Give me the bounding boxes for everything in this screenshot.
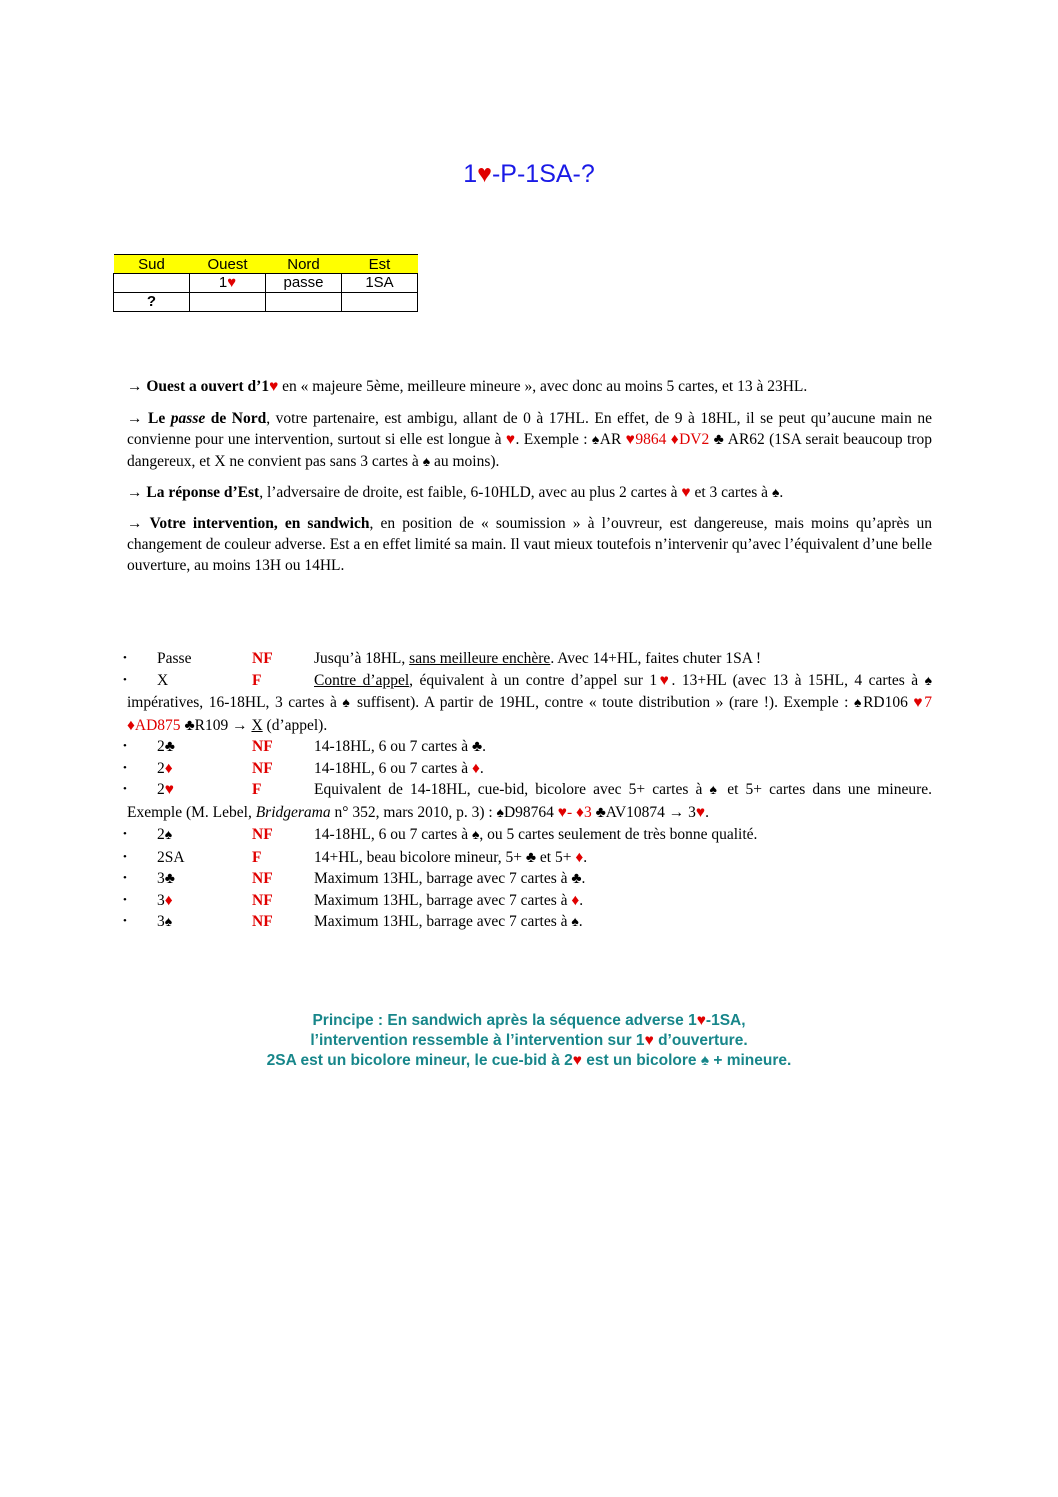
arrow-icon: → <box>668 803 685 821</box>
club-icon: ♣ <box>471 738 483 755</box>
diamond-icon: ♦ <box>575 848 584 866</box>
arrow-icon: → <box>127 378 143 395</box>
principle-box <box>0 1011 1058 1071</box>
principle-line: l’intervention ressemble à l’intervention sur 1♥ d’ouverture. <box>310 1032 748 1049</box>
list-item: • Passe NF Jusqu’à 18HL, sans meilleure enchère. Avec 14+HL, faites chuter 1SA ! <box>127 648 932 670</box>
spade-icon: ♠ <box>342 696 352 711</box>
spade-icon: ♠ <box>471 828 480 843</box>
arrow-icon: → <box>232 716 248 734</box>
club-icon: ♣ <box>184 716 195 734</box>
diamond-icon: ♦ <box>471 759 480 777</box>
bidding-table <box>113 254 418 312</box>
cell-nord: passe <box>266 274 342 293</box>
club-icon: ♣ <box>164 738 175 755</box>
spade-icon: ♠ <box>496 805 504 821</box>
spade-icon: ♠ <box>700 1052 710 1069</box>
heart-icon: ♥ <box>164 781 174 798</box>
list-item: • X F Contre d’appel, équivalent à un contre d’appel sur 1♥. 13+HL (avec 13 à 15HL, 4 cartes à ♠ impératives, 16-18HL, 3 cartes à ♠ suffisent). A partir de 19HL, contre « toute distribution » (rare !). Exemple : ♠RD106 ♥7 ♦AD875 ♣R109 → X (d’appel). <box>123 671 933 734</box>
spade-icon: ♠ <box>164 828 173 843</box>
heart-icon: ♥ <box>625 431 636 448</box>
heart-icon: ♥ <box>913 694 925 711</box>
spade-icon: ♠ <box>853 696 864 711</box>
club-icon: ♣ <box>571 870 582 887</box>
spade-icon: ♠ <box>591 433 600 448</box>
cell-est <box>342 293 418 312</box>
list-item: • 2♠ NF 14-18HL, 6 ou 7 cartes à ♠, ou 5 cartes seulement de très bonne qualité. <box>127 824 932 847</box>
bullet-icon: • <box>123 915 127 927</box>
club-icon: ♣ <box>525 848 537 866</box>
club-icon: ♣ <box>164 870 175 887</box>
header-ouest: Ouest <box>190 255 266 274</box>
heart-icon: ♥ <box>227 274 237 291</box>
list-item: • 3♠ NF Maximum 13HL, barrage avec 7 cartes à ♠. <box>127 911 932 934</box>
diamond-icon: ♦ <box>164 891 173 909</box>
diamond-icon: ♦ <box>127 716 135 734</box>
bullet-icon: • <box>123 761 127 774</box>
cell-ouest <box>190 293 266 312</box>
arrow-icon: → <box>127 515 143 532</box>
heart-icon: ♥ <box>505 431 516 448</box>
cell-sud: ? <box>114 293 190 312</box>
diamond-icon: ♦ <box>670 431 680 448</box>
heart-icon: ♥ <box>644 1032 654 1049</box>
heart-icon: ♥ <box>269 378 279 395</box>
header-nord: Nord <box>266 255 342 274</box>
bullet-icon: • <box>123 850 127 863</box>
bullet-icon: • <box>123 828 127 840</box>
list-item: • 2♦ NF 14-18HL, 6 ou 7 cartes à ♦. <box>127 758 932 780</box>
bid-list <box>123 648 933 934</box>
cell-ouest: 1♥ <box>190 274 266 293</box>
header-est: Est <box>342 255 418 274</box>
diamond-icon: ♦ <box>576 803 584 821</box>
bullet-icon: • <box>123 783 127 795</box>
heart-icon: ♥ <box>681 484 691 501</box>
bullet-icon: • <box>123 673 127 686</box>
club-icon: ♣ <box>713 431 725 448</box>
diamond-icon: ♦ <box>571 891 580 909</box>
bidding-header-row <box>114 255 418 274</box>
bullet-icon: • <box>123 652 127 664</box>
paragraph-intervention: → Votre intervention, en sandwich, en position de « soumission » à l’ouvreur, est dangereuse, mais moins qu’après un changement de couleur adverse. Est a en effet limité sa main. Il vaut mieux toutefois n’intervenir qu’avec l’équivalent d’une belle ouverture, au moins 13H ou 14HL. <box>127 515 933 574</box>
spade-icon: ♠ <box>771 486 780 501</box>
heart-icon: ♥ <box>657 671 672 689</box>
header-sud: Sud <box>114 255 190 274</box>
bold-text: Ouest a ouvert d’1 <box>146 378 270 395</box>
cell-est: 1SA <box>342 274 418 293</box>
diamond-icon: ♦ <box>164 759 173 777</box>
spade-icon: ♠ <box>422 455 431 470</box>
principle-line: Principe : En sandwich après la séquence adverse 1♥-1SA, <box>312 1012 746 1029</box>
paragraph-opening <box>127 376 932 397</box>
list-item: • 2♥ F Equivalent de 14-18HL, cue-bid, bicolore avec 5+ cartes à ♠ et 5+ cartes dans une mineure. Exemple (M. Lebel, Bridgerama n° 352, mars 2010, p. 3) : ♠D98764 ♥- ♦3 ♣AV10874 → 3♥. <box>123 781 932 821</box>
list-item: • 3♦ NF Maximum 13HL, barrage avec 7 cartes à ♦. <box>127 890 932 912</box>
spade-icon: ♠ <box>924 673 932 689</box>
heart-icon: ♥ <box>557 803 567 821</box>
paragraph-text: en « majeure 5ème, meilleure mineure », avec donc au moins 5 cartes, et 13 à 23HL. <box>278 378 808 395</box>
heart-icon: ♥ <box>572 1052 582 1069</box>
bidding-row <box>114 293 418 312</box>
list-item: • 2♣ NF 14-18HL, 6 ou 7 cartes à ♣. <box>127 736 932 758</box>
paragraph-response: → La réponse d’Est, l’adversaire de droite, est faible, 6-10HLD, avec au plus 2 cartes à ♥ et 3 cartes à ♠. <box>127 484 784 501</box>
list-item: • 2SA F 14+HL, beau bicolore mineur, 5+ ♣ et 5+ ♦. <box>127 847 932 869</box>
cell-nord <box>266 293 342 312</box>
cell-sud <box>114 274 190 293</box>
heart-icon: ♥ <box>696 1012 706 1029</box>
arrow-icon: → <box>127 484 143 501</box>
heart-icon: ♥ <box>477 160 492 188</box>
page-title: 1♥-P-1SA-? <box>463 160 595 188</box>
arrow-icon: → <box>127 410 143 427</box>
club-icon: ♣ <box>595 803 606 821</box>
bullet-icon: • <box>123 872 127 884</box>
spade-icon: ♠ <box>709 783 721 798</box>
heart-icon: ♥ <box>695 803 706 821</box>
list-item: • 3♣ NF Maximum 13HL, barrage avec 7 cartes à ♣. <box>127 868 932 890</box>
spade-icon: ♠ <box>164 915 173 930</box>
paragraph-pass: → Le passe de Nord, votre partenaire, est ambigu, allant de 0 à 17HL. En effet, de 9 à 18HL, il se peut qu’aucune main ne convienne pour une intervention, surtout si elle est longue à ♥. Exemple : ♠AR ♥9864 ♦DV2 ♣ AR62 (1SA serait beaucoup trop dangereux, et X ne convient pas sans 3 cartes à ♠ au moins). <box>127 410 933 470</box>
bullet-icon: • <box>123 740 127 752</box>
principle-line: 2SA est un bicolore mineur, le cue-bid à 2♥ est un bicolore ♠ + mineure. <box>266 1052 792 1069</box>
spade-icon: ♠ <box>571 915 579 930</box>
bullet-icon: • <box>123 893 127 906</box>
bidding-row <box>114 274 418 293</box>
